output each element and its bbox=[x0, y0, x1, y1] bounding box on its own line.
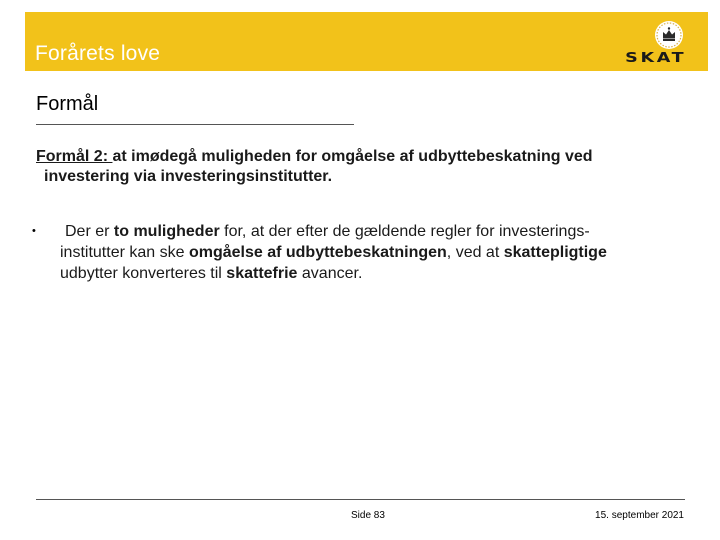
bullet-text-part6: avancer. bbox=[297, 265, 363, 282]
section-divider bbox=[36, 124, 354, 125]
footer-date: 15. september 2021 bbox=[595, 510, 684, 521]
bullet-text-part1: Der er bbox=[65, 223, 114, 240]
skat-logo bbox=[616, 20, 686, 66]
logo-text: SKAT bbox=[624, 51, 686, 66]
bullet-text-part5: udbytter konverteres til bbox=[60, 265, 227, 282]
purpose-lead: Formål 2: bbox=[36, 148, 113, 165]
bullet-marker: • bbox=[32, 225, 36, 237]
footer-divider bbox=[36, 499, 685, 500]
bullet-bold-4: skattefrie bbox=[226, 265, 298, 282]
purpose-text-line2: investering via investeringsinstitutter. bbox=[44, 168, 333, 185]
bullet-text-part4: , ved at bbox=[446, 244, 504, 261]
bullet-bold-1: to muligheder bbox=[113, 223, 220, 240]
crown-seal-icon bbox=[654, 20, 684, 50]
purpose-text-line1: at imødegå muligheden for omgåelse af udbyttebeskatning ved bbox=[112, 148, 593, 165]
section-title: Formål bbox=[36, 93, 99, 115]
purpose-statement bbox=[36, 147, 696, 187]
header-title: Forårets love bbox=[35, 42, 161, 65]
header-bar bbox=[25, 12, 708, 71]
bullet-text-part2: for, at der efter de gældende regler for investerings- bbox=[219, 223, 590, 240]
bullet-text bbox=[60, 221, 692, 284]
bullet-item bbox=[32, 221, 692, 284]
bullet-bold-2: omgåelse af udbyttebeskatningen bbox=[188, 244, 447, 261]
bullet-text-part3: institutter kan ske bbox=[60, 244, 189, 261]
footer-page-number: Side 83 bbox=[351, 510, 385, 521]
bullet-bold-3: skattepligtige bbox=[503, 244, 607, 261]
